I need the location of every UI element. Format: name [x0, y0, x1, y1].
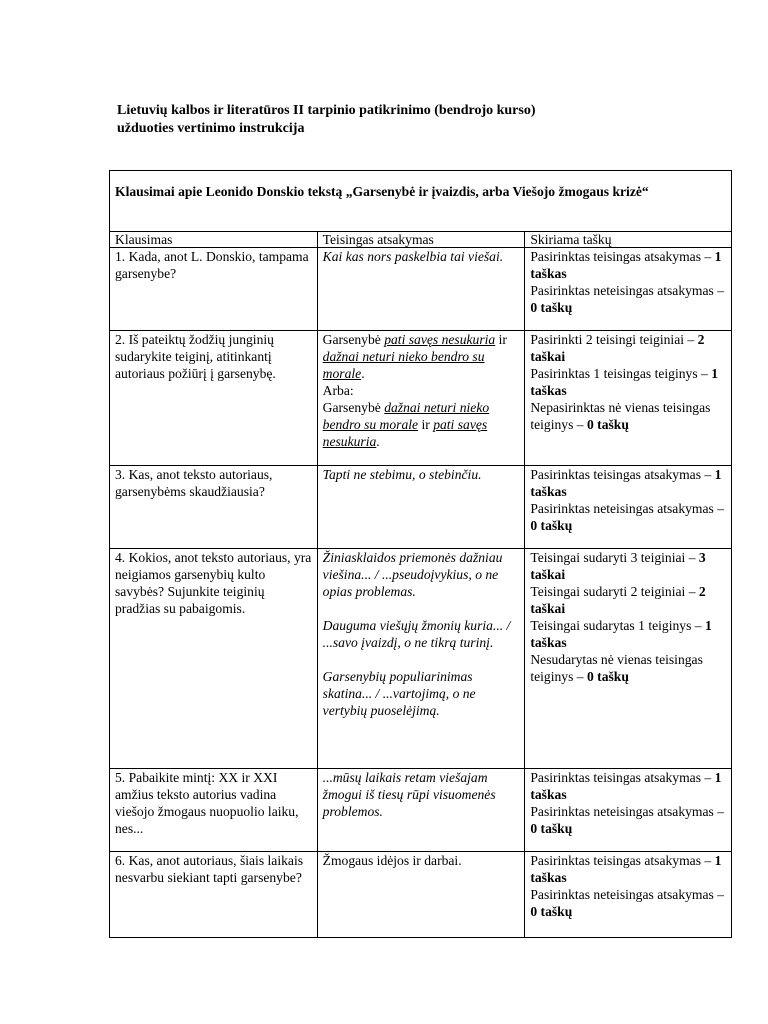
- score-cell: [525, 549, 732, 769]
- table-row: [110, 248, 732, 331]
- table-caption: Klausimai apie Leonido Donskio tekstą „Garsenybė ir įvaizdis, arba Viešojo žmogaus krizė“: [110, 171, 732, 232]
- question-cell: 5. Pabaikite mintį: XX ir XXI amžius teksto autorius vadina viešojo žmogaus nuopuolio laiku, nes...: [110, 769, 318, 852]
- table-header-row: [110, 232, 732, 248]
- scoring-table: [109, 170, 732, 938]
- score-line: Pasirinktas teisingas atsakymas – 1 taškas: [530, 467, 722, 499]
- score-line: Pasirinktas teisingas atsakymas – 1 taškas: [530, 853, 722, 885]
- score-line: Pasirinktas teisingas atsakymas – 1 taškas: [530, 249, 722, 281]
- document-title: [117, 102, 677, 138]
- table-row: [110, 549, 732, 769]
- title-line-2: užduoties vertinimo instrukcija: [117, 121, 305, 136]
- score-line: Teisingai sudarytas 1 teiginys – 1 taškas: [530, 618, 712, 650]
- question-cell: 4. Kokios, anot teksto autoriaus, yra neigiamos garsenybių kulto savybės? Sujunkite teiginių pradžias su pabaigomis.: [110, 549, 318, 769]
- score-line: Pasirinktas teisingas atsakymas – 1 taškas: [530, 770, 722, 802]
- score-line: Nepasirinktas nė vienas teisingas teiginys – 0 taškų: [530, 400, 711, 432]
- answer-cell: [317, 549, 525, 769]
- answer-cell: Kai kas nors paskelbia tai viešai.: [317, 248, 525, 331]
- score-line: Teisingai sudaryti 2 teiginiai – 2 taškai: [530, 584, 706, 616]
- score-cell: [525, 331, 732, 466]
- question-cell: 1. Kada, anot L. Donskio, tampama garsenybe?: [110, 248, 318, 331]
- score-cell: [525, 248, 732, 331]
- question-cell: 6. Kas, anot autoriaus, šiais laikais nesvarbu siekiant tapti garsenybe?: [110, 852, 318, 938]
- score-line: Pasirinktas neteisingas atsakymas – 0 taškų: [530, 283, 725, 315]
- answer-cell: Tapti ne stebimu, o stebinčiu.: [317, 466, 525, 549]
- answer-cell: Žmogaus idėjos ir darbai.: [317, 852, 525, 938]
- table-row: [110, 466, 732, 549]
- table-row: [110, 852, 732, 938]
- score-line: Pasirinktas neteisingas atsakymas – 0 taškų: [530, 804, 725, 836]
- table-row: [110, 769, 732, 852]
- title-line-1: Lietuvių kalbos ir literatūros II tarpinio patikrinimo (bendrojo kurso): [117, 103, 536, 118]
- score-line: Teisingai sudaryti 3 teiginiai – 3 taškai: [530, 550, 706, 582]
- score-cell: [525, 769, 732, 852]
- answer-alternative-label: Arba:: [322, 383, 354, 398]
- score-line: Pasirinktas 1 teisingas teiginys – 1 taškas: [530, 366, 719, 398]
- header-score: Skiriama taškų: [525, 232, 732, 248]
- question-cell: 2. Iš pateiktų žodžių junginių sudarykite teiginį, atitinkantį autoriaus požiūrį į garsenybę.: [110, 331, 318, 466]
- question-cell: 3. Kas, anot teksto autoriaus, garsenybėms skaudžiausia?: [110, 466, 318, 549]
- score-cell: [525, 466, 732, 549]
- answer-cell: Garsenybė pati savęs nesukuria ir dažnai neturi nieko bendro su morale. Arba: Garsenybė dažnai neturi nieko bendro su morale ir pati savęs nesukuria.: [317, 331, 525, 466]
- answer-pair: Garsenybių populiarinimas skatina... / ...vartojimą, o ne vertybių puoselėjimą.: [322, 669, 476, 718]
- table-row: [110, 331, 732, 466]
- score-line: Pasirinktas neteisingas atsakymas – 0 taškų: [530, 501, 725, 533]
- score-line: Pasirinkti 2 teisingi teiginiai – 2 taškai: [530, 332, 705, 364]
- answer-cell: ...mūsų laikais retam viešajam žmogui iš tiesų rūpi visuomenės problemos.: [317, 769, 525, 852]
- header-answer: Teisingas atsakymas: [317, 232, 525, 248]
- score-line: Nesudarytas nė vienas teisingas teiginys – 0 taškų: [530, 652, 703, 684]
- score-line: Pasirinktas neteisingas atsakymas – 0 taškų: [530, 887, 725, 919]
- header-question: Klausimas: [110, 232, 318, 248]
- answer-pair: Dauguma viešųjų žmonių kuria... / ...savo įvaizdį, o ne tikrą turinį.: [322, 618, 511, 650]
- score-cell: [525, 852, 732, 938]
- answer-pair: Žiniasklaidos priemonės dažniau viešina... / ...pseudoįvykius, o ne opias problemas.: [322, 550, 503, 599]
